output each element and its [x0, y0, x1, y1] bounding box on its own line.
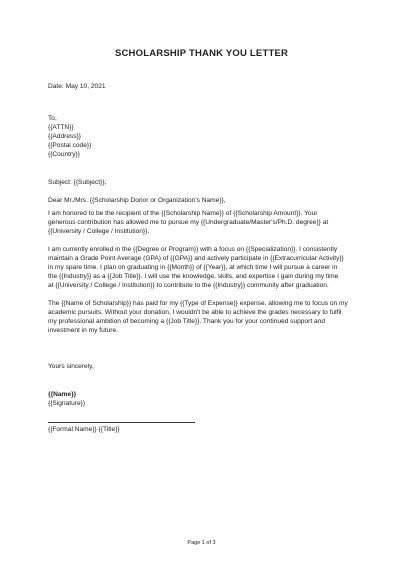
subject-line: Subject: {{Subject}},	[48, 179, 107, 186]
to-line: To,	[48, 115, 57, 122]
date-line: Date: May 10, 2021	[48, 83, 106, 90]
paragraph-line: I am honored to be the recipient of the {{Scholarship Name}} of {{Scholarship Amount}}. Your	[48, 210, 318, 217]
recipient-attn: {{ATTN}}	[48, 124, 74, 131]
paragraph-line: in my spare time. I plan on graduating in {{Month}} of {{Year}}, at which time I will pursue a career in	[48, 264, 338, 272]
recipient-country: {{Country}}	[48, 151, 80, 158]
paragraph-line: {{University / College / Institution}}.	[48, 228, 150, 236]
recipient-address: {{Address}}	[48, 133, 81, 140]
formal-name-title: {{Formal Name}} {{Title}}	[48, 426, 120, 433]
paragraph-2	[48, 245, 368, 290]
paragraph-1	[48, 209, 368, 236]
page-number: Page 1 of 3	[187, 540, 216, 546]
signature-name: {{Name}}	[48, 391, 77, 398]
paragraph-3	[48, 299, 368, 335]
recipient-postal-code: {{Postal code}}	[48, 142, 92, 149]
paragraph-line: The {{Name of Scholarship}} has paid for my {{Type of Expense}} expense, allowing me to focus on my	[48, 300, 348, 307]
paragraph-line: I am currently enrolled in the {{Degree or Program}} with a focus on {{Specialization}}. I consistently	[48, 246, 338, 253]
paragraph-line: my professional ambition of becoming a {{Job Title}}. Thank you for your continued support and	[48, 318, 325, 326]
paragraph-line: the {{Industry}} as a {{Job Title}}. I will use the knowledge, skills, and expertise I gain during my time	[48, 273, 339, 281]
signature-label: {{Signature}}	[48, 400, 86, 407]
salutation: Dear Mr./Mrs. {{Scholarship Donor or Organization's Name}},	[48, 197, 226, 204]
signature-rule	[48, 422, 195, 423]
paragraph-line: maintain a Grade Point Average (GPA) of {{GPA}} and actively participate in {{Extracurricular Activity}}	[48, 255, 344, 263]
paragraph-line: investment in my future.	[48, 327, 118, 335]
closing: Yours sincerely,	[48, 363, 94, 370]
paragraph-line: generous contribution has allowed me to pursue my {{Undergraduate/Master's/Ph.D. degree}} at	[48, 219, 329, 227]
document-title: SCHOLARSHIP THANK YOU LETTER	[114, 48, 289, 59]
paragraph-line: academic pursuits. Without your donation, I wouldn't be able to achieve the grades necessary to fulfil	[48, 309, 342, 317]
paragraph-line: at {{University / College / Institution}} to contribute to the {{Industry}} community after graduation.	[48, 282, 329, 290]
